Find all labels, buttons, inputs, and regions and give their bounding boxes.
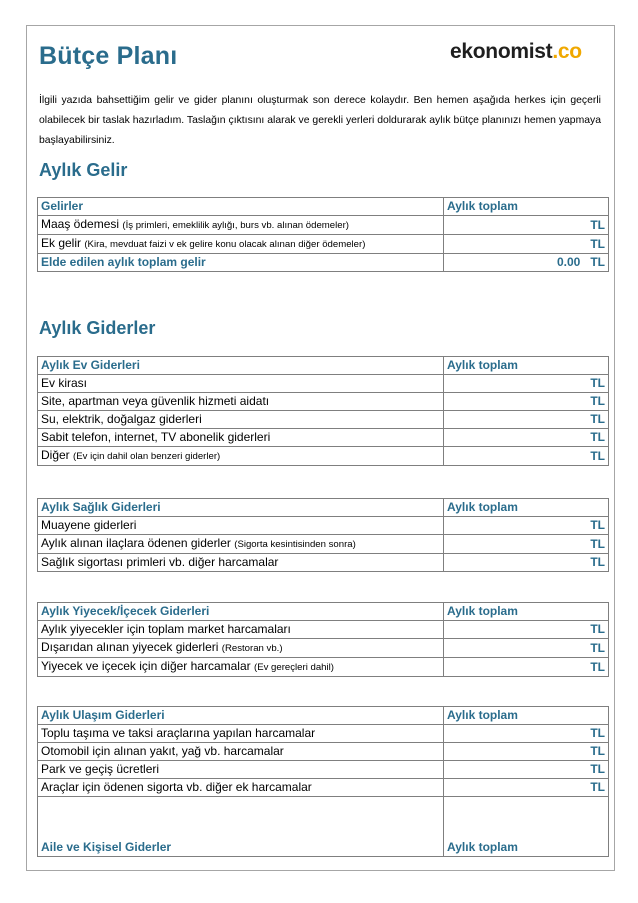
row-label: [38, 235, 444, 254]
table-row: [38, 216, 609, 235]
amount-cell[interactable]: [444, 779, 609, 797]
table-row: [38, 725, 609, 743]
logo-suffix: .co: [552, 40, 582, 63]
row-label: Sağlık sigortası primleri vb. diğer harcamalar: [38, 554, 444, 572]
row-label: Muayene giderleri: [38, 517, 444, 535]
food-expenses-table: [37, 602, 609, 677]
row-note: (Kira, mevduat faizi v ek gelire konu olacak alınan diğer ödemeler): [84, 239, 366, 250]
row-label: Park ve geçiş ücretleri: [38, 761, 444, 779]
income-total-row: [38, 254, 609, 272]
table-header-row: [38, 198, 609, 216]
row-label-text: Ek gelir: [41, 236, 82, 250]
row-label: Ev kirası: [38, 375, 444, 393]
amount-cell[interactable]: [444, 393, 609, 411]
currency-unit: TL: [590, 430, 605, 444]
currency-unit: TL: [590, 255, 605, 269]
amount-cell[interactable]: [444, 621, 609, 639]
row-label-text: Yiyecek ve içecek için diğer harcamalar: [41, 659, 251, 673]
table-row: [38, 429, 609, 447]
row-note: (Ev gereçleri dahil): [254, 662, 334, 673]
transport-col-total: Aylık toplam: [444, 707, 609, 725]
food-col-total: Aylık toplam: [444, 603, 609, 621]
currency-unit: TL: [590, 555, 605, 569]
total-amount-cell: [444, 254, 609, 272]
home-expenses-table: [37, 356, 609, 466]
health-expenses-table: [37, 498, 609, 572]
amount-cell[interactable]: [444, 235, 609, 254]
table-row: [38, 621, 609, 639]
currency-unit: TL: [590, 449, 605, 463]
row-label: Otomobil için alınan yakıt, yağ vb. harcamalar: [38, 743, 444, 761]
home-col-label: Aylık Ev Giderleri: [38, 357, 444, 375]
row-label-text: Dışarıdan alınan yiyecek giderleri: [41, 640, 219, 654]
row-label: Site, apartman veya güvenlik hizmeti aidatı: [38, 393, 444, 411]
currency-unit: TL: [590, 726, 605, 740]
currency-unit: TL: [590, 780, 605, 794]
expenses-heading: Aylık Giderler: [39, 318, 156, 338]
brand-logo[interactable]: [450, 40, 582, 64]
home-col-total: Aylık toplam: [444, 357, 609, 375]
table-row: [38, 411, 609, 429]
income-table: [37, 197, 609, 272]
currency-unit: TL: [590, 376, 605, 390]
table-row: [38, 779, 609, 797]
table-header-row: [38, 603, 609, 621]
income-col-label: Gelirler: [38, 198, 444, 216]
total-value: 0.00: [556, 255, 581, 269]
table-row: [38, 761, 609, 779]
row-note: (Ev için dahil olan benzeri giderler): [73, 451, 221, 462]
row-note: (Sigorta kesintisinden sonra): [234, 539, 356, 550]
income-col-total: Aylık toplam: [444, 198, 609, 216]
row-label-text: Aylık alınan ilaçlara ödenen giderler: [41, 536, 231, 550]
table-header-row: [38, 357, 609, 375]
currency-unit: TL: [590, 622, 605, 636]
health-col-total: Aylık toplam: [444, 499, 609, 517]
currency-unit: TL: [590, 518, 605, 532]
total-label: Elde edilen aylık toplam gelir: [38, 254, 444, 272]
table-row: [38, 554, 609, 572]
table-row: [38, 658, 609, 677]
amount-cell[interactable]: [444, 429, 609, 447]
personal-expenses-header-row: [38, 797, 609, 857]
amount-cell[interactable]: [444, 725, 609, 743]
amount-cell[interactable]: [444, 375, 609, 393]
table-row: [38, 517, 609, 535]
row-note: (İş primleri, emeklilik aylığı, burs vb. alınan ödemeler): [122, 220, 349, 231]
amount-cell[interactable]: [444, 517, 609, 535]
row-label: Sabit telefon, internet, TV abonelik giderleri: [38, 429, 444, 447]
row-label: [38, 447, 444, 466]
logo-main: ekonomist: [450, 40, 553, 63]
currency-unit: TL: [590, 412, 605, 426]
currency-unit: TL: [590, 660, 605, 674]
personal-col-total: Aylık toplam: [444, 797, 609, 857]
row-label-text: Diğer: [41, 448, 70, 462]
row-label: [38, 535, 444, 554]
table-header-row: [38, 707, 609, 725]
currency-unit: TL: [590, 537, 605, 551]
amount-cell[interactable]: [444, 411, 609, 429]
intro-paragraph: İlgili yazıda bahsettiğim gelir ve gider planını oluşturmak son derece kolaydır. Ben hemen aşağıda herkes için geçerli olabilecek bir taslak hazırladım. Taslağın çıktısını alarak ve gerekli yerleri doldurarak aylık bütçe planınızı hemen yapmaya başlayabilirsiniz.: [39, 95, 601, 146]
table-row: [38, 393, 609, 411]
currency-unit: TL: [590, 237, 605, 251]
page-title: Bütçe Planı: [39, 42, 178, 70]
amount-cell[interactable]: [444, 216, 609, 235]
currency-unit: TL: [590, 744, 605, 758]
amount-cell[interactable]: [444, 447, 609, 466]
income-heading: Aylık Gelir: [39, 160, 128, 180]
table-row: [38, 535, 609, 554]
amount-cell[interactable]: [444, 639, 609, 658]
table-row: [38, 375, 609, 393]
health-col-label: Aylık Sağlık Giderleri: [38, 499, 444, 517]
transport-expenses-table: [37, 706, 609, 857]
amount-cell[interactable]: [444, 554, 609, 572]
currency-unit: TL: [590, 641, 605, 655]
amount-cell[interactable]: [444, 743, 609, 761]
row-label: Su, elektrik, doğalgaz giderleri: [38, 411, 444, 429]
currency-unit: TL: [590, 762, 605, 776]
table-row: [38, 743, 609, 761]
currency-unit: TL: [590, 394, 605, 408]
row-label: Aylık yiyecekler için toplam market harcamaları: [38, 621, 444, 639]
amount-cell[interactable]: [444, 761, 609, 779]
table-row: [38, 235, 609, 254]
table-header-row: [38, 499, 609, 517]
row-label-text: Maaş ödemesi: [41, 217, 120, 231]
amount-cell[interactable]: [444, 535, 609, 554]
food-col-label: Aylık Yiyecek/İçecek Giderleri: [38, 603, 444, 621]
row-note: (Restoran vb.): [221, 643, 283, 654]
row-label: [38, 658, 444, 677]
transport-col-label: Aylık Ulaşım Giderleri: [38, 707, 444, 725]
amount-cell[interactable]: [444, 658, 609, 677]
table-row: [38, 447, 609, 466]
row-label: [38, 639, 444, 658]
row-label: [38, 216, 444, 235]
personal-col-label: Aile ve Kişisel Giderler: [38, 797, 444, 857]
row-label: Araçlar için ödenen sigorta vb. diğer ek harcamalar: [38, 779, 444, 797]
row-label: Toplu taşıma ve taksi araçlarına yapılan harcamalar: [38, 725, 444, 743]
table-row: [38, 639, 609, 658]
currency-unit: TL: [590, 218, 605, 232]
